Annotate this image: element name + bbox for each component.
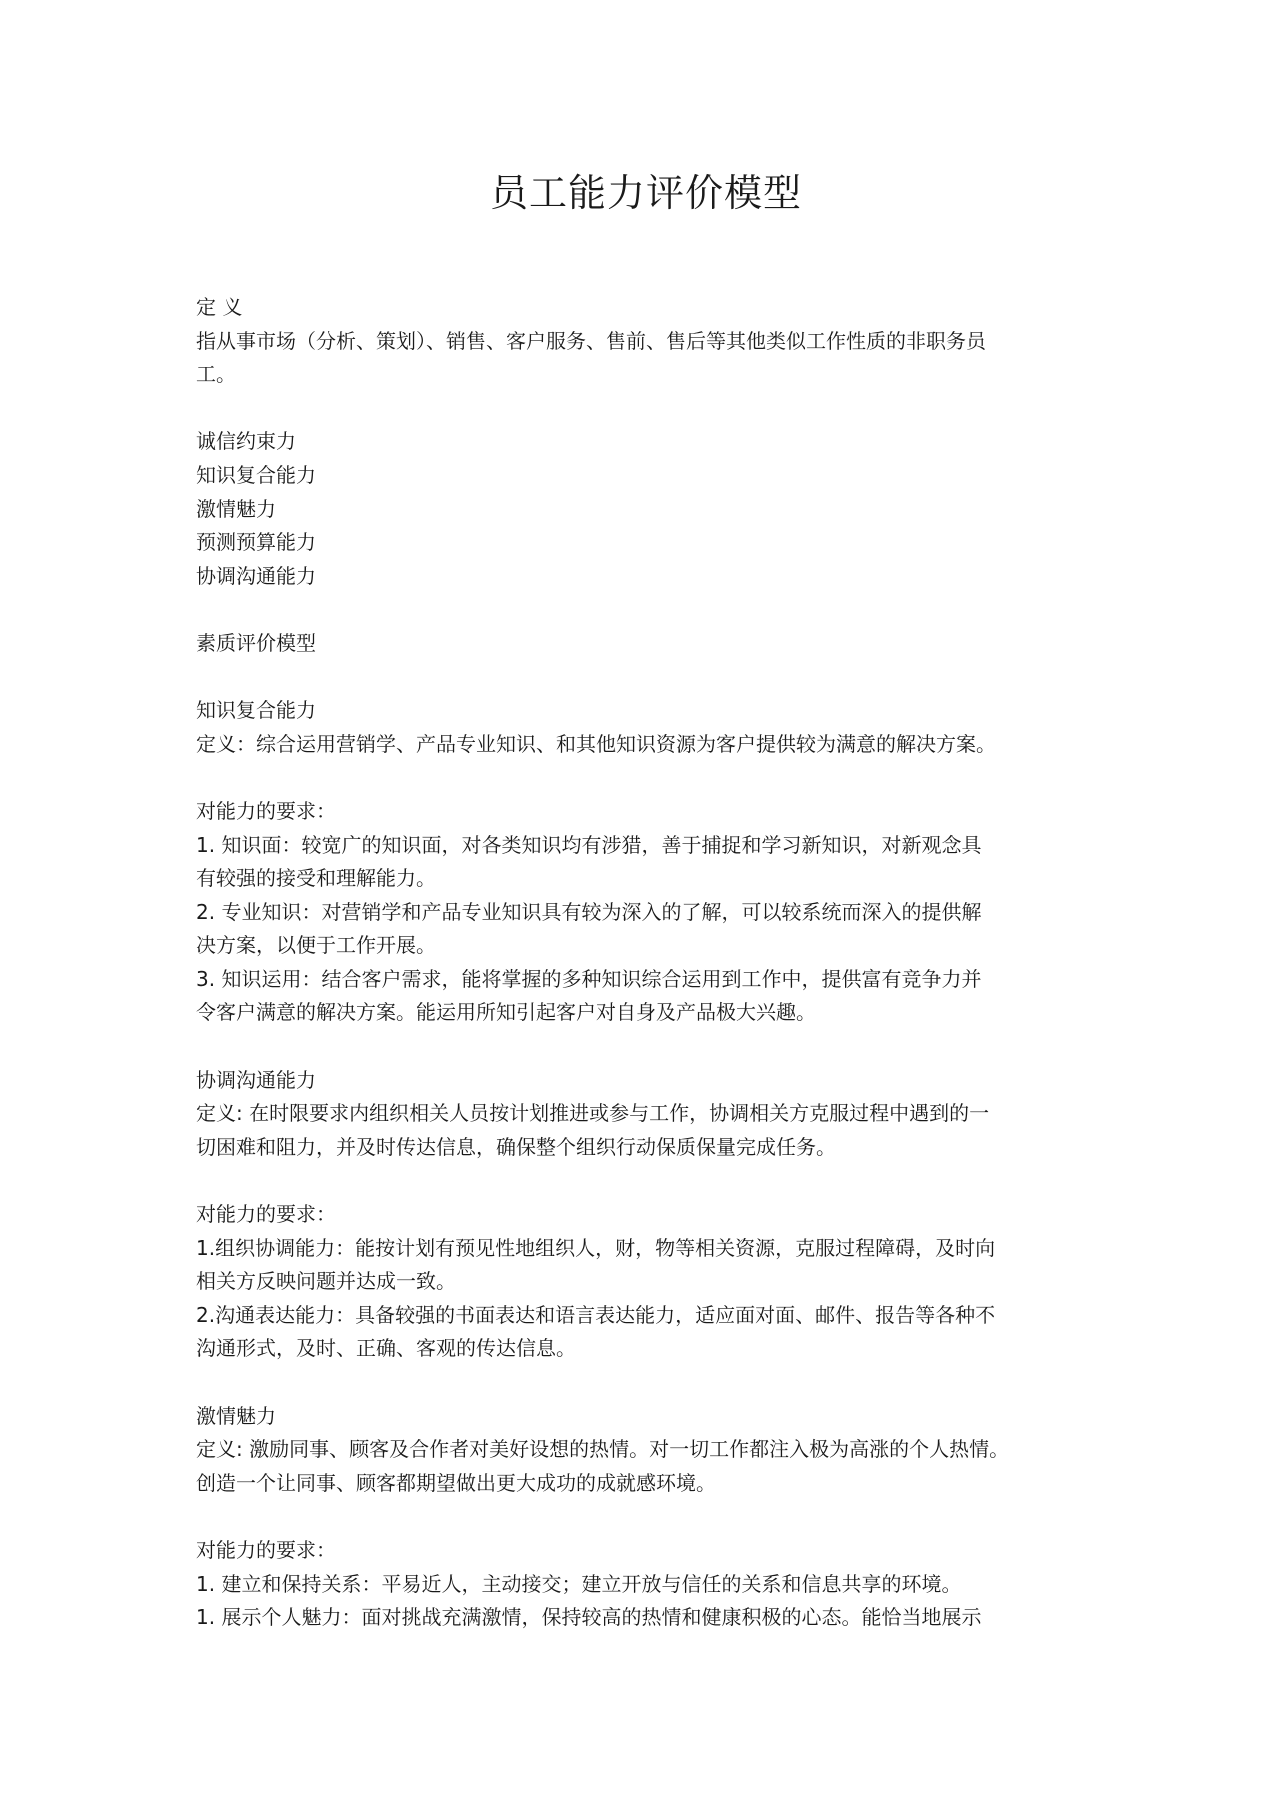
section-definition-line: 切困难和阻力，并及时传达信息，确保整个组织行动保质保量完成任务。 <box>196 1134 836 1159</box>
ability-list-item: 预测预算能力 <box>196 530 316 555</box>
requirement-line: 2.沟通表达能力：具备较强的书面表达和语言表达能力，适应面对面、邮件、报告等各种不 <box>196 1302 996 1327</box>
ability-list-item: 诚信约束力 <box>196 429 296 454</box>
requirement-line: 1. 建立和保持关系：平易近人，主动接交；建立开放与信任的关系和信息共享的环境。 <box>196 1571 962 1596</box>
section-definition-line: 定义：综合运用营销学、产品专业知识、和其他知识资源为客户提供较为满意的解决方案。 <box>196 731 996 756</box>
document-page <box>196 0 1096 1810</box>
requirements-heading: 对能力的要求： <box>196 1202 336 1227</box>
requirement-line: 1. 知识面：较宽广的知识面，对各类知识均有涉猎，善于捕捉和学习新知识，对新观念具 <box>196 832 982 857</box>
requirement-line: 决方案，以便于工作开展。 <box>196 933 436 958</box>
requirement-line: 1.组织协调能力：能按计划有预见性地组织人，财，物等相关资源，克服过程障碍，及时向 <box>196 1235 996 1260</box>
requirement-line: 3. 知识运用：结合客户需求，能将掌握的多种知识综合运用到工作中，提供富有竞争力并 <box>196 966 982 991</box>
document-body <box>196 291 1096 1635</box>
section-heading: 激情魅力 <box>196 1403 276 1428</box>
ability-list-item: 激情魅力 <box>196 496 276 521</box>
section-definition-line: 创造一个让同事、顾客都期望做出更大成功的成就感环境。 <box>196 1470 716 1495</box>
section-heading: 知识复合能力 <box>196 698 316 723</box>
document-title: 员工能力评价模型 <box>489 171 802 215</box>
definition-heading: 定 义 <box>196 295 243 319</box>
definition-line: 工。 <box>196 362 236 387</box>
requirement-line: 令客户满意的解决方案。能运用所知引起客户对自身及产品极大兴趣。 <box>196 1000 816 1025</box>
requirement-line: 相关方反映问题并达成一致。 <box>196 1269 456 1294</box>
model-heading: 素质评价模型 <box>196 630 316 655</box>
ability-list-item: 协调沟通能力 <box>196 563 316 588</box>
requirements-heading: 对能力的要求： <box>196 1537 336 1562</box>
section-definition-line: 定义: 激励同事、顾客及合作者对美好设想的热情。对一切工作都注入极为高涨的个人热情。 <box>196 1437 1010 1462</box>
requirement-line: 有较强的接受和理解能力。 <box>196 866 436 891</box>
ability-list-item: 知识复合能力 <box>196 462 316 487</box>
requirement-line: 1. 展示个人魅力：面对挑战充满激情，保持较高的热情和健康积极的心态。能恰当地展示 <box>196 1605 982 1630</box>
definition-line: 指从事市场（分析、策划）、销售、客户服务、售前、售后等其他类似工作性质的非职务员 <box>196 328 986 353</box>
section-heading: 协调沟通能力 <box>196 1067 316 1092</box>
requirement-line: 2. 专业知识：对营销学和产品专业知识具有较为深入的了解，可以较系统而深入的提供解 <box>196 899 982 924</box>
requirements-heading: 对能力的要求： <box>196 798 336 823</box>
requirement-line: 沟通形式，及时、正确、客观的传达信息。 <box>196 1336 576 1361</box>
section-definition-line: 定义: 在时限要求内组织相关人员按计划推进或参与工作，协调相关方克服过程中遇到的一 <box>196 1101 990 1126</box>
